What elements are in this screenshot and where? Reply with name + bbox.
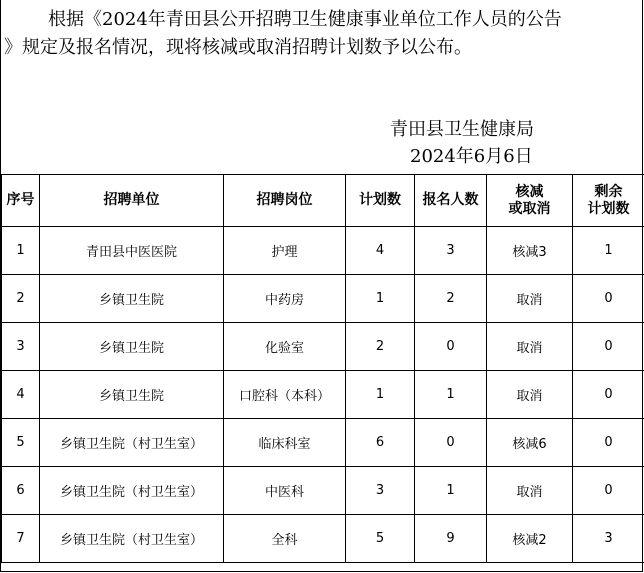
cell-applicants: 9	[415, 515, 487, 563]
header-post: 招聘岗位	[224, 175, 346, 227]
cell-seq: 5	[2, 419, 40, 467]
header-action-line-2: 或取消	[508, 200, 551, 217]
issue-date: 2024年6月6日	[410, 146, 533, 167]
cell-remain: 0	[573, 467, 644, 515]
cell-applicants: 0	[415, 419, 487, 467]
cell-post: 临床科室	[224, 419, 346, 467]
cell-remain: 0	[573, 371, 644, 419]
cell-post: 中药房	[224, 275, 346, 323]
table-row	[2, 275, 644, 323]
cell-post: 口腔科（本科）	[224, 371, 346, 419]
cell-unit: 乡镇卫生院（村卫生室）	[40, 419, 224, 467]
cell-seq: 2	[2, 275, 40, 323]
cell-remain: 1	[573, 227, 644, 275]
cell-remain: 0	[573, 419, 644, 467]
issuer-name: 青田县卫生健康局	[390, 119, 534, 140]
cell-action: 核减2	[487, 515, 573, 563]
cell-plan: 4	[346, 227, 415, 275]
table-header-row	[2, 175, 644, 227]
cell-remain: 3	[573, 515, 644, 563]
table-row	[2, 515, 644, 563]
cell-applicants: 1	[415, 371, 487, 419]
header-action-line-1: 核减	[515, 183, 544, 200]
cell-action: 取消	[487, 371, 573, 419]
cell-action: 取消	[487, 323, 573, 371]
cell-plan: 1	[346, 275, 415, 323]
table-row	[2, 323, 644, 371]
table-row	[2, 227, 644, 275]
cell-action: 取消	[487, 467, 573, 515]
notice-line-1: 根据《2024年青田县公开招聘卫生健康事业单位工作人员的公告	[48, 9, 562, 30]
cell-action: 核减6	[487, 419, 573, 467]
cell-seq: 4	[2, 371, 40, 419]
cell-action: 取消	[487, 275, 573, 323]
header-plan: 计划数	[346, 175, 415, 227]
recruitment-table	[1, 174, 644, 563]
cell-plan: 1	[346, 371, 415, 419]
cell-unit: 乡镇卫生院	[40, 323, 224, 371]
cell-unit: 青田县中医医院	[40, 227, 224, 275]
header-remain	[573, 175, 644, 227]
cell-unit: 乡镇卫生院	[40, 275, 224, 323]
cell-plan: 6	[346, 419, 415, 467]
cell-unit: 乡镇卫生院（村卫生室）	[40, 467, 224, 515]
cell-plan: 5	[346, 515, 415, 563]
cell-action: 核减3	[487, 227, 573, 275]
cell-unit: 乡镇卫生院（村卫生室）	[40, 515, 224, 563]
cell-applicants: 3	[415, 227, 487, 275]
header-remain-line-1: 剩余	[594, 183, 623, 200]
header-applicants: 报名人数	[415, 175, 487, 227]
table-row	[2, 467, 644, 515]
cell-plan: 2	[346, 323, 415, 371]
header-seq: 序号	[2, 175, 40, 227]
header-remain-line-2: 计划数	[587, 200, 630, 217]
header-unit: 招聘单位	[40, 175, 224, 227]
header-action	[487, 175, 573, 227]
cell-remain: 0	[573, 275, 644, 323]
cell-post: 全科	[224, 515, 346, 563]
cell-unit: 乡镇卫生院	[40, 371, 224, 419]
cell-post: 护理	[224, 227, 346, 275]
cell-post: 中医科	[224, 467, 346, 515]
cell-remain: 0	[573, 323, 644, 371]
cell-seq: 7	[2, 515, 40, 563]
cell-applicants: 2	[415, 275, 487, 323]
cell-applicants: 0	[415, 323, 487, 371]
cell-seq: 6	[2, 467, 40, 515]
cell-seq: 3	[2, 323, 40, 371]
cell-post: 化验室	[224, 323, 346, 371]
notice-body	[4, 6, 640, 62]
cell-plan: 3	[346, 467, 415, 515]
table-row	[2, 419, 644, 467]
table-row	[2, 371, 644, 419]
cell-seq: 1	[2, 227, 40, 275]
cell-applicants: 1	[415, 467, 487, 515]
notice-line-2: 》规定及报名情况，现将核减或取消招聘计划数予以公布。	[4, 37, 472, 58]
